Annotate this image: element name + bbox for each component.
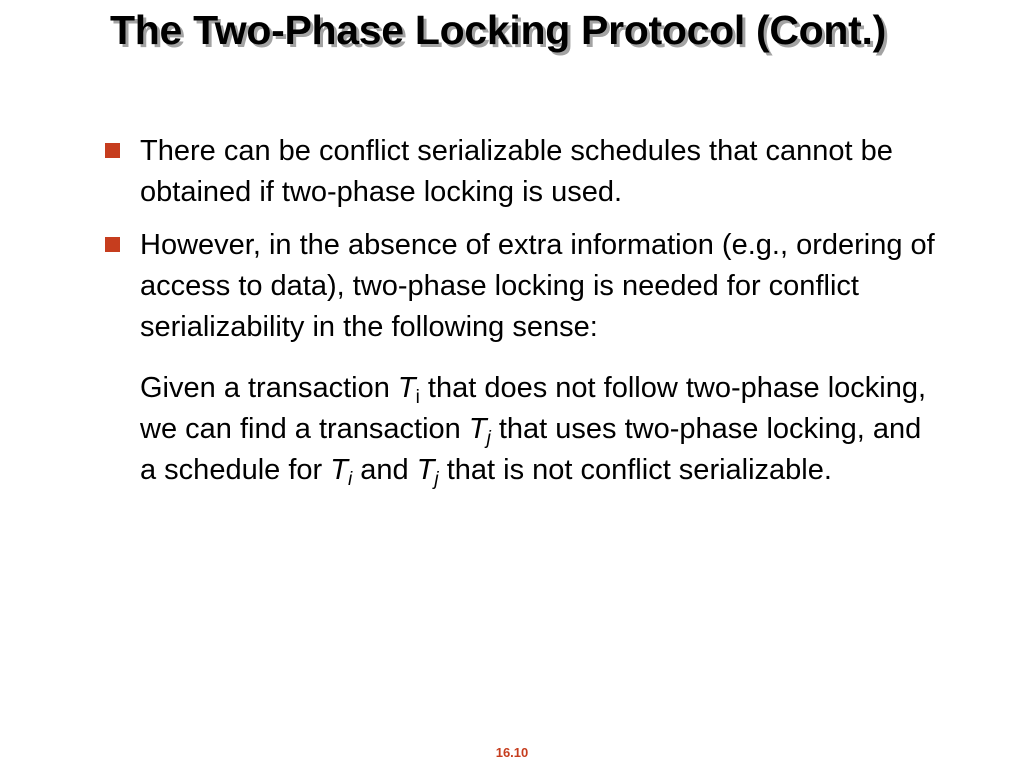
transaction-symbol: $T_j$ [468,413,491,449]
explanation-text: that uses two-phase locking, and a schedule for [140,413,922,486]
transaction-symbol: $T_j$ [416,454,439,490]
explanation-text: and [352,454,417,486]
slide-body [104,131,944,491]
bullet-item [104,225,944,348]
bullet-item [104,131,944,213]
subscript-i: i [347,469,353,490]
bullet-text: However, in the absence of extra information (e.g., ordering of access to data), two-phase locking is needed for conflict serializability in the following sense: [140,229,935,343]
subscript-j: j [486,428,491,449]
square-bullet-icon [105,143,120,158]
explanation-text: that is not conflict serializable. [438,454,832,486]
bullet-text: There can be conflict serializable schedules that cannot be obtained if two-phase locking is used. [140,135,893,208]
subscript-j: j [434,469,439,490]
explanation-paragraph [104,368,944,491]
transaction-symbol: $T_i$ [330,454,353,490]
slide-title: The Two-Phase Locking Protocol (Cont.) [110,7,886,53]
explanation-text: that does not follow two-phase locking, we can find a transaction [140,372,927,445]
transaction-symbol: $T_i$ [397,372,420,408]
page-number: 16.10 [495,745,529,760]
square-bullet-icon [105,237,120,252]
explanation-text: Given a transaction [140,372,398,404]
subscript-i: i [415,387,420,408]
